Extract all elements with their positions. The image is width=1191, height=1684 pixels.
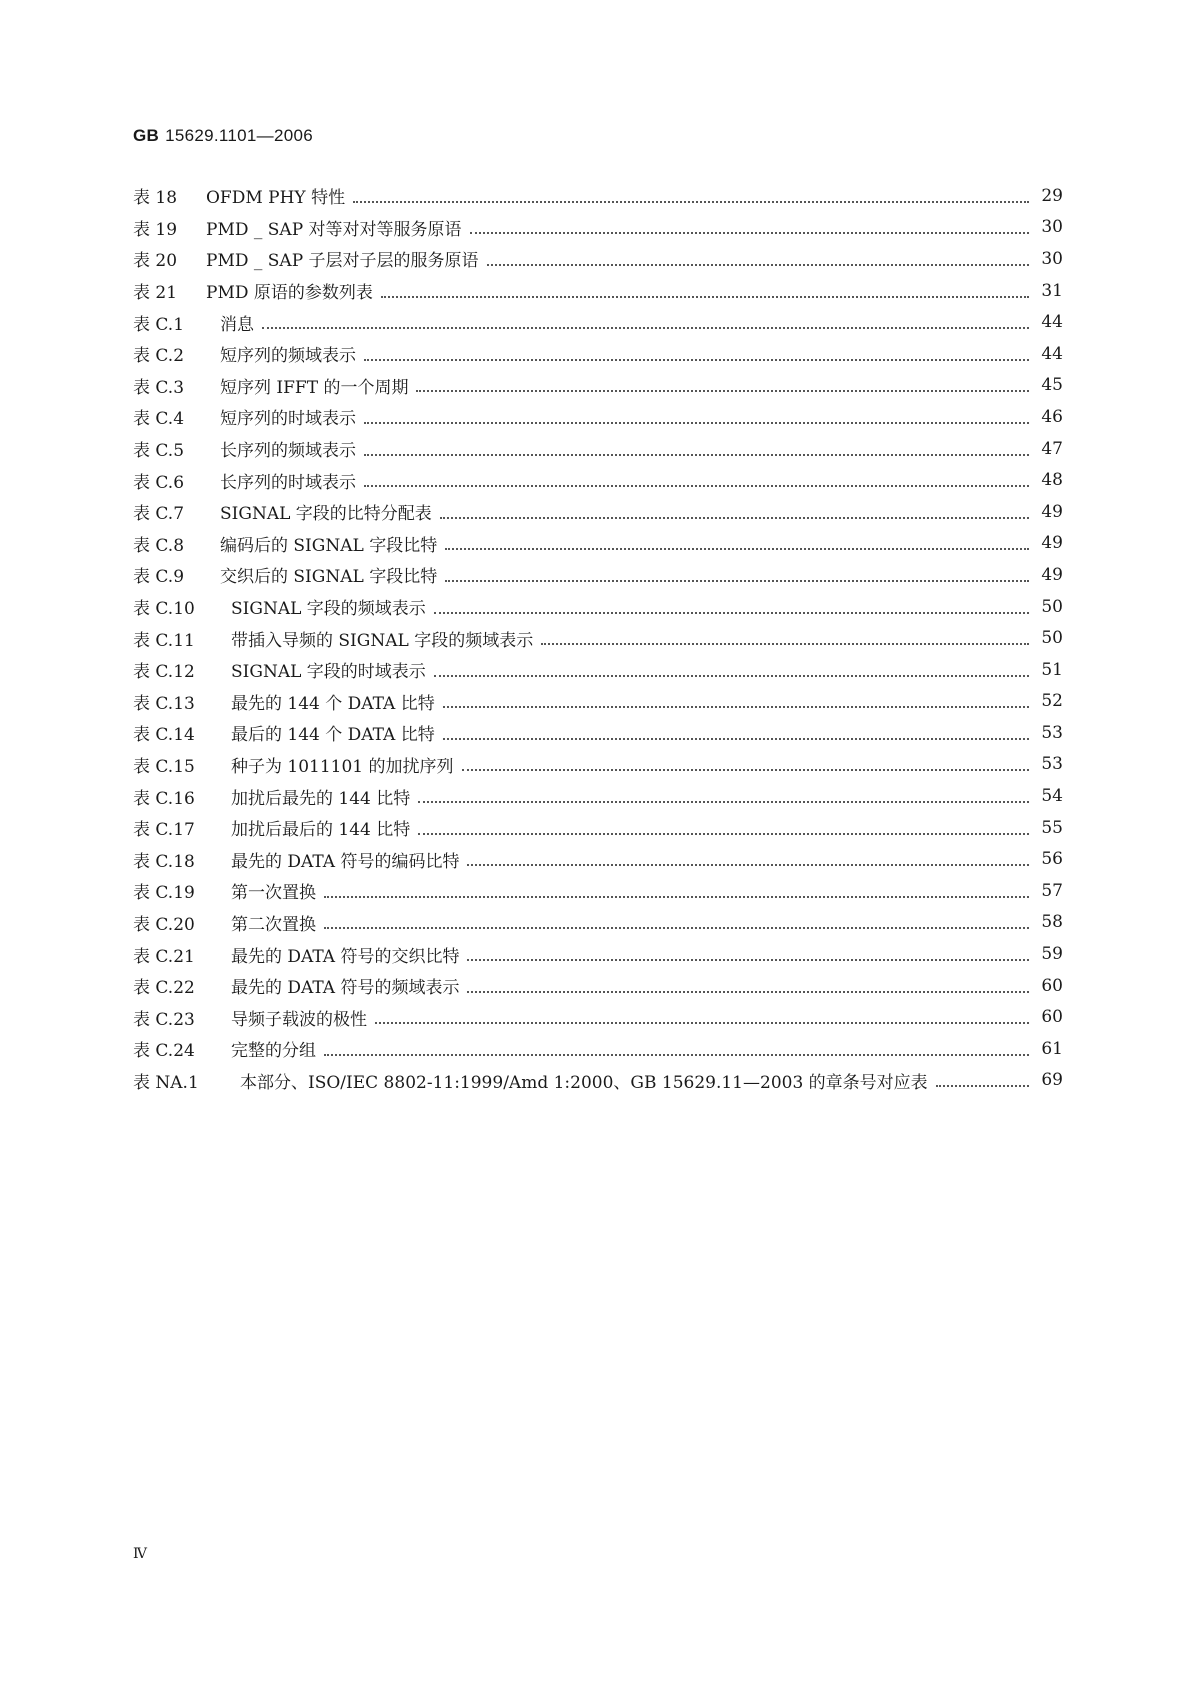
toc-entry-title: 带插入导频的 SIGNAL 字段的频域表示 (231, 630, 534, 651)
toc-entry-page: 60 (1041, 975, 1063, 996)
toc-entry-page: 61 (1041, 1038, 1063, 1059)
toc-entry[interactable] (133, 306, 1063, 338)
toc-entry-label: 表 C.16 (133, 788, 195, 809)
toc-entry-title: 第二次置换 (231, 914, 316, 935)
toc-entry[interactable] (133, 970, 1063, 1002)
toc-entry-title: OFDM PHY 特性 (206, 188, 346, 209)
toc-entry-title: 最后的 144 个 DATA 比特 (231, 725, 435, 746)
toc-entry-label: 表 21 (133, 283, 178, 304)
toc-entry[interactable] (133, 907, 1063, 939)
toc-entry-title: 编码后的 SIGNAL 字段比特 (220, 535, 438, 556)
toc-entry-label: 表 C.12 (133, 662, 195, 683)
dot-leader (467, 975, 1029, 993)
toc-entry-page: 51 (1041, 659, 1063, 680)
toc-entry-page: 46 (1041, 406, 1063, 427)
toc-entry-label: 表 C.9 (133, 567, 185, 588)
toc-entry[interactable] (133, 591, 1063, 623)
toc-entry-page: 49 (1041, 533, 1063, 554)
toc-entry-page: 53 (1041, 722, 1063, 743)
toc-entry-label: 表 C.20 (133, 914, 195, 935)
toc-entry-label: 表 C.8 (133, 535, 185, 556)
toc-entry-label: 表 C.10 (133, 599, 195, 620)
toc-entry-label: 表 C.6 (133, 472, 185, 493)
toc-entry-page: 55 (1041, 817, 1063, 838)
toc-entry-title: 最先的 DATA 符号的编码比特 (231, 851, 460, 872)
toc-entry-label: 表 C.22 (133, 978, 195, 999)
toc-entry[interactable] (133, 243, 1063, 275)
toc-entry[interactable] (133, 717, 1063, 749)
toc-entry-label: 表 C.19 (133, 883, 195, 904)
toc-entry[interactable] (133, 559, 1063, 591)
toc-entry[interactable] (133, 528, 1063, 560)
toc-entry-title: 长序列的频域表示 (220, 441, 356, 462)
toc-entry[interactable] (133, 275, 1063, 307)
dot-leader (364, 343, 1029, 361)
toc-entry-title: 本部分、ISO/IEC 8802-11:1999/Amd 1:2000、GB 15629.11—2003 的章条号对应表 (240, 1072, 928, 1093)
table-of-tables (133, 180, 1063, 1096)
toc-entry-page: 44 (1041, 312, 1063, 333)
toc-entry-title: 完整的分组 (231, 1041, 316, 1062)
toc-entry-page: 49 (1041, 564, 1063, 585)
dot-leader (467, 848, 1029, 866)
toc-entry-label: 表 C.11 (133, 630, 195, 651)
dot-leader (445, 564, 1029, 582)
toc-entry-page: 57 (1041, 880, 1063, 901)
toc-entry-title: 最先的 DATA 符号的交织比特 (231, 946, 460, 967)
toc-entry-page: 59 (1041, 944, 1063, 965)
toc-entry-label: 表 C.14 (133, 725, 195, 746)
toc-entry-title: 加扰后最后的 144 比特 (231, 820, 411, 841)
toc-entry-title: 短序列 IFFT 的一个周期 (220, 377, 409, 398)
toc-entry-title: 短序列的频域表示 (220, 346, 356, 367)
dot-leader (324, 911, 1029, 929)
toc-entry-page: 52 (1041, 691, 1063, 712)
dot-leader (364, 406, 1029, 424)
toc-entry-page: 54 (1041, 786, 1063, 807)
toc-entry[interactable] (133, 496, 1063, 528)
toc-entry-label: 表 C.13 (133, 693, 195, 714)
toc-entry-page: 44 (1041, 343, 1063, 364)
toc-entry[interactable] (133, 1033, 1063, 1065)
toc-entry-page: 58 (1041, 912, 1063, 933)
toc-entry-page: 30 (1041, 217, 1063, 238)
toc-entry-title: SIGNAL 字段的频域表示 (231, 599, 426, 620)
dot-leader (353, 185, 1029, 203)
toc-entry-page: 47 (1041, 438, 1063, 459)
dot-leader (324, 880, 1029, 898)
dot-leader (445, 532, 1029, 550)
toc-entry[interactable] (133, 433, 1063, 465)
dot-leader (470, 216, 1029, 234)
toc-entry[interactable] (133, 1001, 1063, 1033)
toc-entry[interactable] (133, 622, 1063, 654)
dot-leader (467, 943, 1029, 961)
dot-leader (364, 438, 1029, 456)
toc-entry-title: 长序列的时域表示 (220, 472, 356, 493)
toc-entry-page: 45 (1041, 375, 1063, 396)
toc-entry[interactable] (133, 180, 1063, 212)
dot-leader (418, 817, 1029, 835)
toc-entry-page: 49 (1041, 501, 1063, 522)
toc-entry-title: PMD _ SAP 对等对对等服务原语 (206, 219, 462, 240)
toc-entry-page: 29 (1041, 185, 1063, 206)
dot-leader (418, 785, 1029, 803)
toc-entry-label: 表 C.15 (133, 756, 195, 777)
toc-entry[interactable] (133, 370, 1063, 402)
toc-entry[interactable] (133, 749, 1063, 781)
toc-entry-label: 表 C.5 (133, 441, 185, 462)
toc-entry[interactable] (133, 843, 1063, 875)
toc-entry[interactable] (133, 780, 1063, 812)
toc-entry-label: 表 C.3 (133, 377, 185, 398)
toc-entry-label: 表 C.17 (133, 820, 195, 841)
standard-prefix: GB (133, 126, 160, 145)
dot-leader (434, 596, 1029, 614)
toc-entry-title: 交织后的 SIGNAL 字段比特 (220, 567, 438, 588)
toc-entry-label: 表 C.24 (133, 1041, 195, 1062)
toc-entry-title: SIGNAL 字段的比特分配表 (220, 504, 432, 525)
toc-entry-title: 种子为 1011101 的加扰序列 (231, 756, 454, 777)
toc-entry-page: 30 (1041, 248, 1063, 269)
toc-entry-page: 53 (1041, 754, 1063, 775)
dot-leader (440, 501, 1029, 519)
toc-entry-page: 60 (1041, 1007, 1063, 1028)
dot-leader (434, 659, 1029, 677)
toc-entry-title: PMD 原语的参数列表 (206, 283, 373, 304)
dot-leader (487, 248, 1029, 266)
toc-entry-page: 69 (1041, 1070, 1063, 1091)
dot-leader (381, 280, 1029, 298)
toc-entry-label: 表 C.18 (133, 851, 195, 872)
toc-entry[interactable] (133, 464, 1063, 496)
toc-entry[interactable] (133, 812, 1063, 844)
toc-entry-page: 31 (1041, 280, 1063, 301)
toc-entry[interactable] (133, 938, 1063, 970)
toc-entry[interactable] (133, 401, 1063, 433)
toc-entry-title: 导频子载波的极性 (231, 1009, 367, 1030)
dot-leader (443, 722, 1029, 740)
toc-entry-title: 短序列的时域表示 (220, 409, 356, 430)
toc-entry-title: SIGNAL 字段的时域表示 (231, 662, 426, 683)
toc-entry[interactable] (133, 212, 1063, 244)
dot-leader (375, 1006, 1029, 1024)
toc-entry-title: 最先的 DATA 符号的频域表示 (231, 978, 460, 999)
toc-entry-label: 表 20 (133, 251, 178, 272)
dot-leader (364, 469, 1029, 487)
toc-entry-label: 表 C.23 (133, 1009, 195, 1030)
dot-leader (262, 311, 1029, 329)
toc-entry-title: 消息 (220, 314, 254, 335)
toc-entry-label: 表 C.7 (133, 504, 185, 525)
toc-entry-label: 表 C.1 (133, 314, 185, 335)
toc-entry-title: 加扰后最先的 144 比特 (231, 788, 411, 809)
dot-leader (324, 1038, 1029, 1056)
toc-entry-page: 50 (1041, 628, 1063, 649)
toc-entry-title: 最先的 144 个 DATA 比特 (231, 693, 435, 714)
dot-leader (462, 753, 1029, 771)
toc-entry-label: 表 C.2 (133, 346, 185, 367)
page-number: Ⅳ (133, 1546, 147, 1562)
toc-entry[interactable] (133, 654, 1063, 686)
toc-entry-title: 第一次置换 (231, 883, 316, 904)
toc-entry-title: PMD _ SAP 子层对子层的服务原语 (206, 251, 479, 272)
document-code (133, 126, 313, 146)
toc-entry[interactable] (133, 875, 1063, 907)
toc-entry-label: 表 C.4 (133, 409, 185, 430)
toc-entry-label: 表 C.21 (133, 946, 195, 967)
toc-entry-label: 表 19 (133, 219, 178, 240)
toc-entry-page: 48 (1041, 470, 1063, 491)
dot-leader (443, 690, 1029, 708)
toc-entry[interactable] (133, 686, 1063, 718)
toc-entry[interactable] (133, 1065, 1063, 1097)
toc-entry-label: 表 NA.1 (133, 1072, 199, 1093)
dot-leader (936, 1069, 1029, 1087)
toc-entry-label: 表 18 (133, 188, 178, 209)
dot-leader (416, 374, 1029, 392)
toc-entry[interactable] (133, 338, 1063, 370)
toc-entry-page: 56 (1041, 849, 1063, 870)
dot-leader (541, 627, 1029, 645)
standard-number: 15629.1101—2006 (165, 126, 313, 145)
toc-entry-page: 50 (1041, 596, 1063, 617)
